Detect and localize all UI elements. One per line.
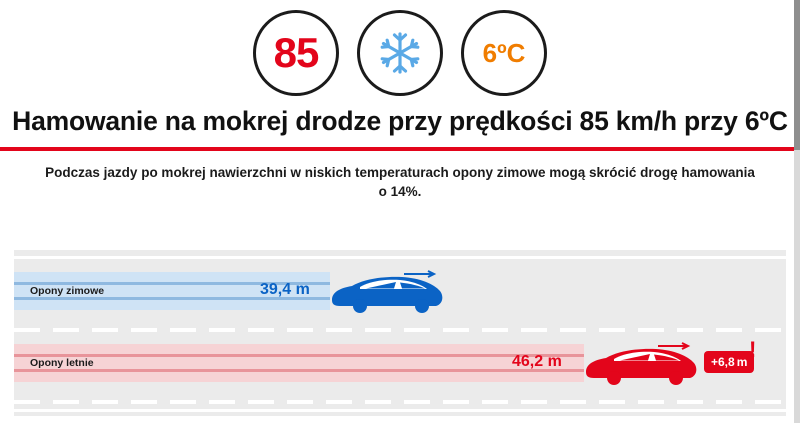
- road-dash: [482, 328, 508, 332]
- road-dash: [170, 400, 196, 404]
- speed-value: 85: [273, 29, 319, 76]
- speed-badge: [253, 10, 339, 96]
- road-dash: [248, 328, 274, 332]
- snowflake-icon: [376, 29, 424, 77]
- scrollbar-track[interactable]: [794, 0, 800, 423]
- road-dash: [170, 328, 196, 332]
- braking-distance-chart: [14, 250, 786, 416]
- bar-label-winter: Opony zimowe: [30, 285, 105, 297]
- road-edge-bottom: [14, 409, 786, 412]
- road-dash: [443, 400, 469, 404]
- road-dash: [560, 400, 586, 404]
- road-dash: [14, 328, 40, 332]
- road-dash: [599, 328, 625, 332]
- temperature-badge: [461, 10, 547, 96]
- road-dashes-bottom: [14, 400, 786, 404]
- road-dash: [677, 400, 703, 404]
- car-winter-icon: [326, 266, 446, 321]
- road-dash: [53, 400, 79, 404]
- bar-value-winter: 39,4 m: [260, 281, 310, 298]
- badge-row: [0, 0, 800, 96]
- road-surface: [14, 250, 786, 416]
- road-dash: [365, 328, 391, 332]
- road-dash: [92, 400, 118, 404]
- difference-unit: m: [736, 355, 748, 369]
- road-dash: [404, 400, 430, 404]
- road-dash: [209, 400, 235, 404]
- road-dash: [326, 328, 352, 332]
- road-dash: [755, 400, 781, 404]
- road-dashes-center: [14, 328, 786, 332]
- road-dash: [443, 328, 469, 332]
- bar-value-summer: 46,2 m: [512, 353, 562, 370]
- road-dash: [404, 328, 430, 332]
- bar-label-summer: Opony letnie: [30, 357, 94, 369]
- road-dash: [14, 400, 40, 404]
- difference-value: +6,8: [711, 355, 735, 369]
- road-dash: [365, 400, 391, 404]
- bar-summer-tyres: [14, 344, 584, 382]
- exclamation-icon: !: [749, 337, 757, 362]
- road-dash: [287, 328, 313, 332]
- road-dash: [92, 328, 118, 332]
- road-dash: [53, 328, 79, 332]
- road-dash: [599, 400, 625, 404]
- temperature-value: 6ºC: [482, 37, 526, 68]
- road-dash: [716, 328, 742, 332]
- road-dash: [131, 328, 157, 332]
- snowflake-badge: [357, 10, 443, 96]
- scrollbar-thumb[interactable]: [794, 0, 800, 150]
- road-dash: [521, 400, 547, 404]
- road-dash: [326, 400, 352, 404]
- road-dash: [482, 400, 508, 404]
- road-dash: [560, 328, 586, 332]
- road-dash: [755, 328, 781, 332]
- car-summer-icon: [580, 338, 700, 393]
- road-dash: [131, 400, 157, 404]
- road-dash: [209, 328, 235, 332]
- road-dash: [638, 328, 664, 332]
- road-edge-top: [14, 256, 786, 259]
- road-dash: [287, 400, 313, 404]
- page-subtitle: Podczas jazdy po mokrej nawierzchni w niskich temperaturach opony zimowe mogą skrócić drogę hamowania o 14%.: [45, 164, 755, 200]
- difference-badge: [704, 337, 757, 373]
- road-dash: [521, 328, 547, 332]
- page-title: Hamowanie na mokrej drodze przy prędkości 85 km/h przy 6ºC: [12, 106, 788, 136]
- road-dash: [638, 400, 664, 404]
- road-dash: [716, 400, 742, 404]
- road-dash: [677, 328, 703, 332]
- road-dash: [248, 400, 274, 404]
